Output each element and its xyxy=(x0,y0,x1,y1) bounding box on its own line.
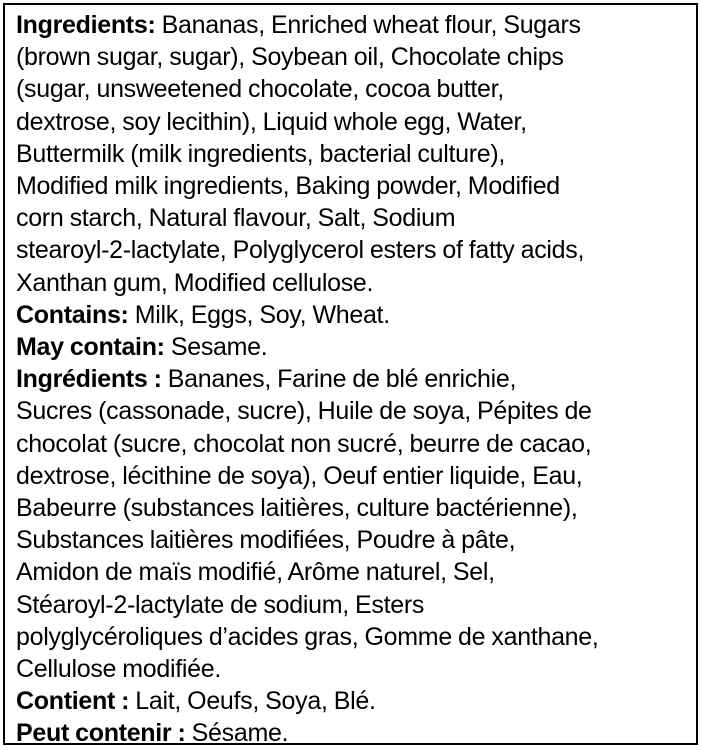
ingredients-line: polyglycéroliques d’acides gras, Gomme de xanthane, xyxy=(16,622,599,651)
may-contain-heading: May contain: xyxy=(16,333,165,362)
contains-heading: Contains: xyxy=(16,300,129,329)
contains-heading-fr: Contient : xyxy=(16,687,130,716)
french-may-contain-line xyxy=(16,717,696,745)
ingredients-line: Buttermilk (milk ingredients, bacterial culture), xyxy=(16,139,506,168)
ingredients-line: dextrose, soy lecithin), Liquid whole egg, Water, xyxy=(16,107,527,136)
ingredients-line: Substances laitières modifiées, Poudre à pâte, xyxy=(16,526,516,555)
ingredients-line: (sugar, unsweetened chocolate, cocoa butter, xyxy=(16,75,504,104)
ingredients-line: Xanthan gum, Modified cellulose. xyxy=(16,268,374,297)
ingredients-line xyxy=(16,363,696,395)
contains-text: Milk, Eggs, Soy, Wheat. xyxy=(128,300,390,329)
ingredients-line: dextrose, lécithine de soya), Oeuf entier liquide, Eau, xyxy=(16,461,583,490)
ingredients-line: corn starch, Natural flavour, Salt, Sodium xyxy=(16,204,456,233)
ingredients-line: stearoyl-2-lactylate, Polyglycerol esters of fatty acids, xyxy=(16,236,585,265)
contains-text-fr: Lait, Oeufs, Soya, Blé. xyxy=(129,687,376,716)
ingredients-line: (brown sugar, sugar), Soybean oil, Chocolate chips xyxy=(16,43,564,72)
ingredients-label-panel xyxy=(3,3,698,745)
may-contain-text-fr: Sésame. xyxy=(185,719,289,745)
ingredients-line: Modified milk ingredients, Baking powder, Modified xyxy=(16,172,560,201)
french-contains-line xyxy=(16,685,696,717)
ingredients-line: Stéaroyl-2-lactylate de sodium, Esters xyxy=(16,590,425,619)
ingredients-text-fr: Bananes, Farine de blé enrichie, xyxy=(161,365,517,394)
ingredients-line: Amidon de maïs modifié, Arôme naturel, Sel, xyxy=(16,558,495,587)
french-ingredients-section xyxy=(16,363,696,685)
ingredients-heading: Ingredients: xyxy=(16,11,156,39)
may-contain-heading-fr: Peut contenir : xyxy=(16,719,186,745)
ingredients-line: Cellulose modifiée. xyxy=(16,655,222,684)
ingredients-text: Bananas, Enriched wheat flour, Sugars xyxy=(155,11,581,39)
english-ingredients-section xyxy=(16,9,696,299)
ingredients-line: Babeurre (substances laitières, culture bactérienne), xyxy=(16,494,578,523)
may-contain-text: Sesame. xyxy=(164,333,268,362)
english-contains-line xyxy=(16,299,696,331)
ingredients-line: Sucres (cassonade, sucre), Huile de soya, Pépites de xyxy=(16,397,592,426)
ingredients-line xyxy=(16,9,696,41)
english-may-contain-line xyxy=(16,331,696,363)
ingredients-heading-fr: Ingrédients : xyxy=(16,365,162,394)
ingredients-line: chocolat (sucre, chocolat non sucré, beurre de cacao, xyxy=(16,429,592,458)
